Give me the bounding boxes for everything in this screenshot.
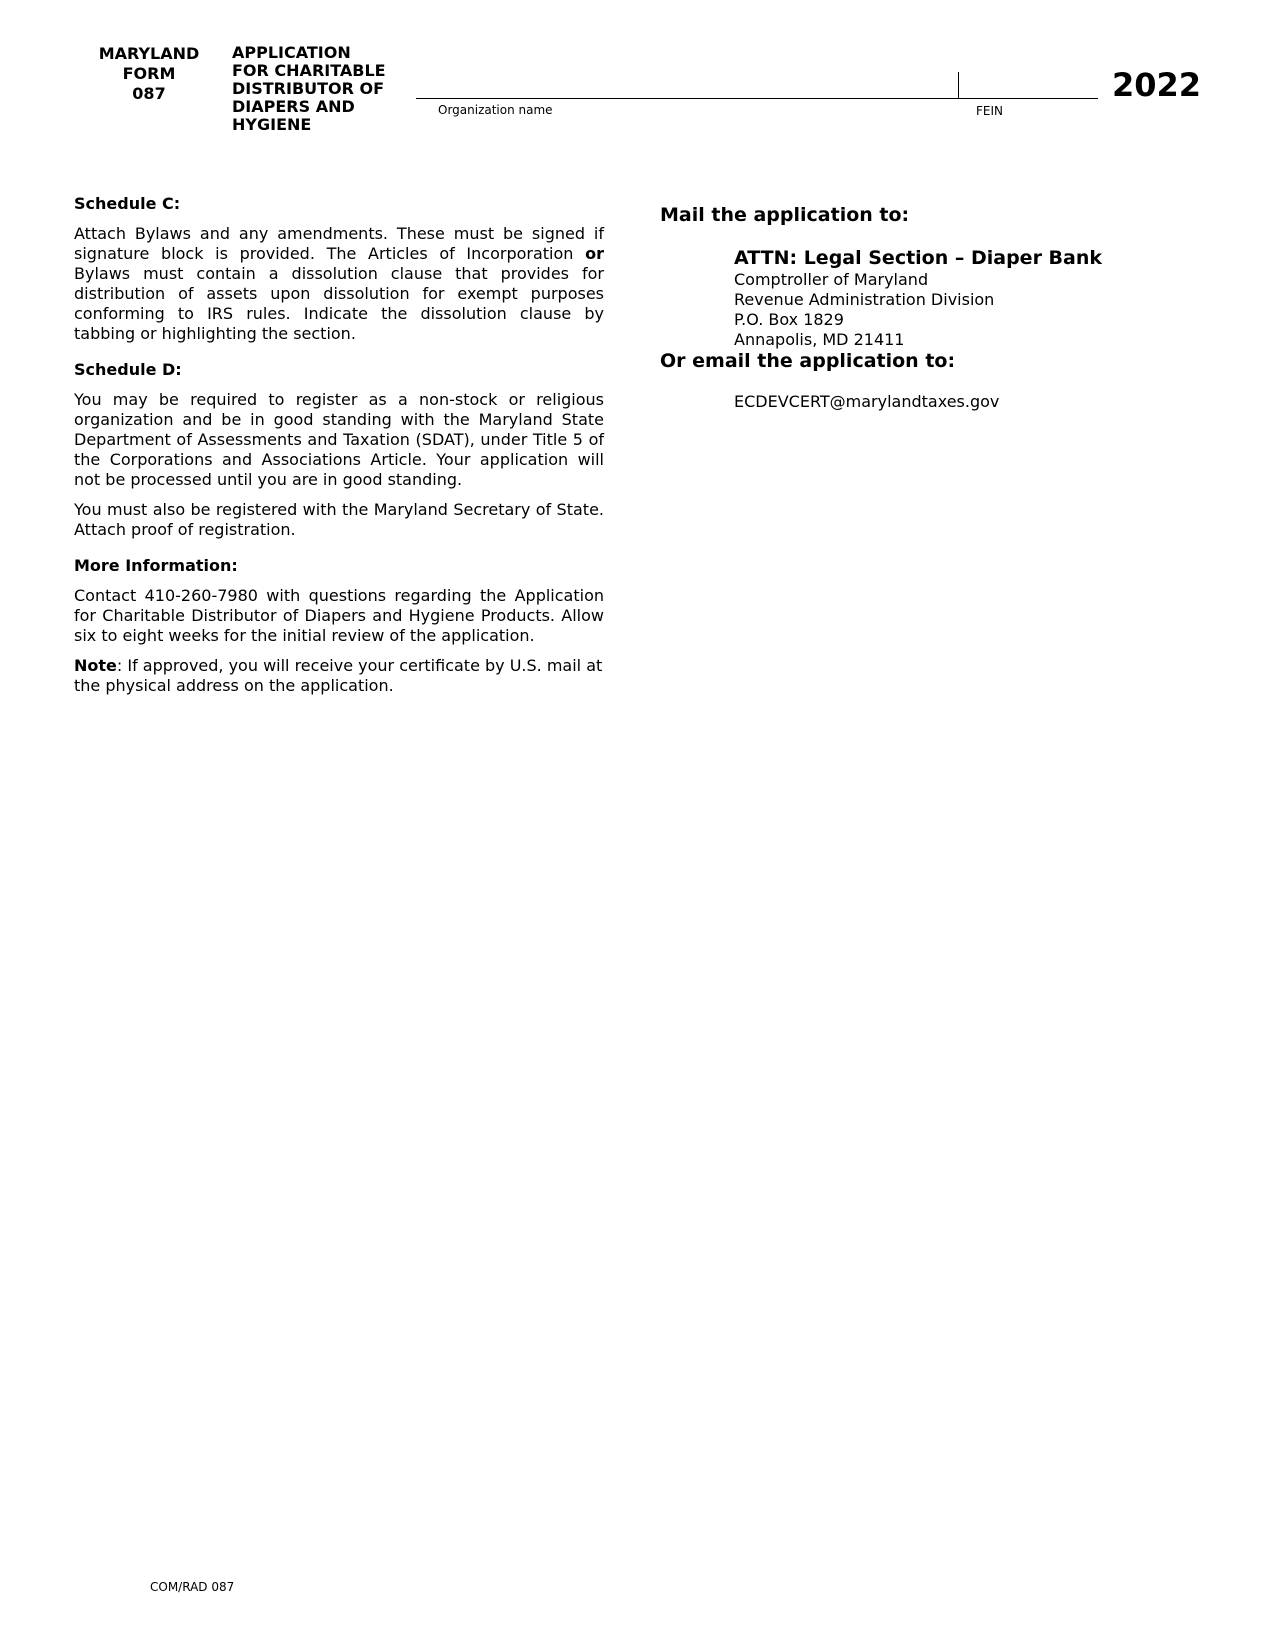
note-text: : If approved, you will receive your certificate by U.S. mail at the physical address on the application. <box>74 656 603 695</box>
schedule-c-section <box>74 194 604 344</box>
address-line: Revenue Administration Division <box>734 290 995 309</box>
more-information-section <box>74 556 604 696</box>
schedule-c-text-part: Bylaws must contain a dissolution clause that provides for distribution of assets upon dissolution for exempt purposes conforming to IRS rules. Indicate the dissolution clause by tabbing or highlighting the section. <box>74 264 604 343</box>
schedule-c-text-part: Attach Bylaws and any amendments. These must be signed if signature block is provided. The Articles of Incorporation <box>74 224 604 263</box>
form-year: 2022 <box>1112 66 1202 104</box>
form-title-line: APPLICATION <box>232 43 351 62</box>
submission-column <box>660 204 1220 412</box>
instructions-column <box>74 194 604 712</box>
mailing-address <box>734 246 1220 350</box>
form-title <box>232 44 422 134</box>
schedule-d-paragraph: You may be required to register as a non-stock or religious organization and be in good standing with the Maryland State Department of Assessments and Taxation (SDAT), under Title 5 of the Corporations and Associations Article. Your application will not be processed until you are in good standing. <box>74 390 604 489</box>
form-title-line: FOR CHARITABLE <box>232 61 386 80</box>
organization-name-label: Organization name <box>438 103 553 117</box>
form-id-line: 087 <box>132 84 166 103</box>
form-title-line: DIAPERS AND <box>232 97 355 116</box>
schedule-c-bold-word: or <box>585 244 604 263</box>
organization-name-field[interactable] <box>416 98 968 99</box>
form-id-line: FORM <box>122 64 176 83</box>
attn-line: ATTN: Legal Section – Diaper Bank <box>734 247 1103 269</box>
fein-field[interactable] <box>968 98 1098 99</box>
schedule-d-heading: Schedule D: <box>74 360 182 379</box>
note-label: Note <box>74 656 117 675</box>
email-heading: Or email the application to: <box>660 350 956 372</box>
mail-heading: Mail the application to: <box>660 204 910 226</box>
field-divider <box>958 72 959 98</box>
address-line: Annapolis, MD 21411 <box>734 330 905 349</box>
form-identifier <box>84 44 214 104</box>
email-address-link[interactable]: ECDEVCERT@marylandtaxes.gov <box>734 392 1000 411</box>
fein-label: FEIN <box>976 104 1003 118</box>
more-information-paragraph: Contact 410-260-7980 with questions regarding the Application for Charitable Distributor of Diapers and Hygiene Products. Allow six to eight weeks for the initial review of the application. <box>74 586 604 645</box>
schedule-c-text <box>74 224 604 344</box>
schedule-d-paragraph: You must also be registered with the Maryland Secretary of State. Attach proof of registration. <box>74 500 604 539</box>
footer-form-code: COM/RAD 087 <box>150 1580 235 1594</box>
more-information-heading: More Information: <box>74 556 238 575</box>
schedule-d-section <box>74 360 604 540</box>
address-line: P.O. Box 1829 <box>734 310 844 329</box>
form-title-line: HYGIENE <box>232 115 312 134</box>
note-paragraph <box>74 656 604 696</box>
address-line: Comptroller of Maryland <box>734 270 929 289</box>
schedule-c-heading: Schedule C: <box>74 194 181 213</box>
form-id-line: MARYLAND <box>98 44 200 63</box>
form-title-line: DISTRIBUTOR OF <box>232 79 385 98</box>
